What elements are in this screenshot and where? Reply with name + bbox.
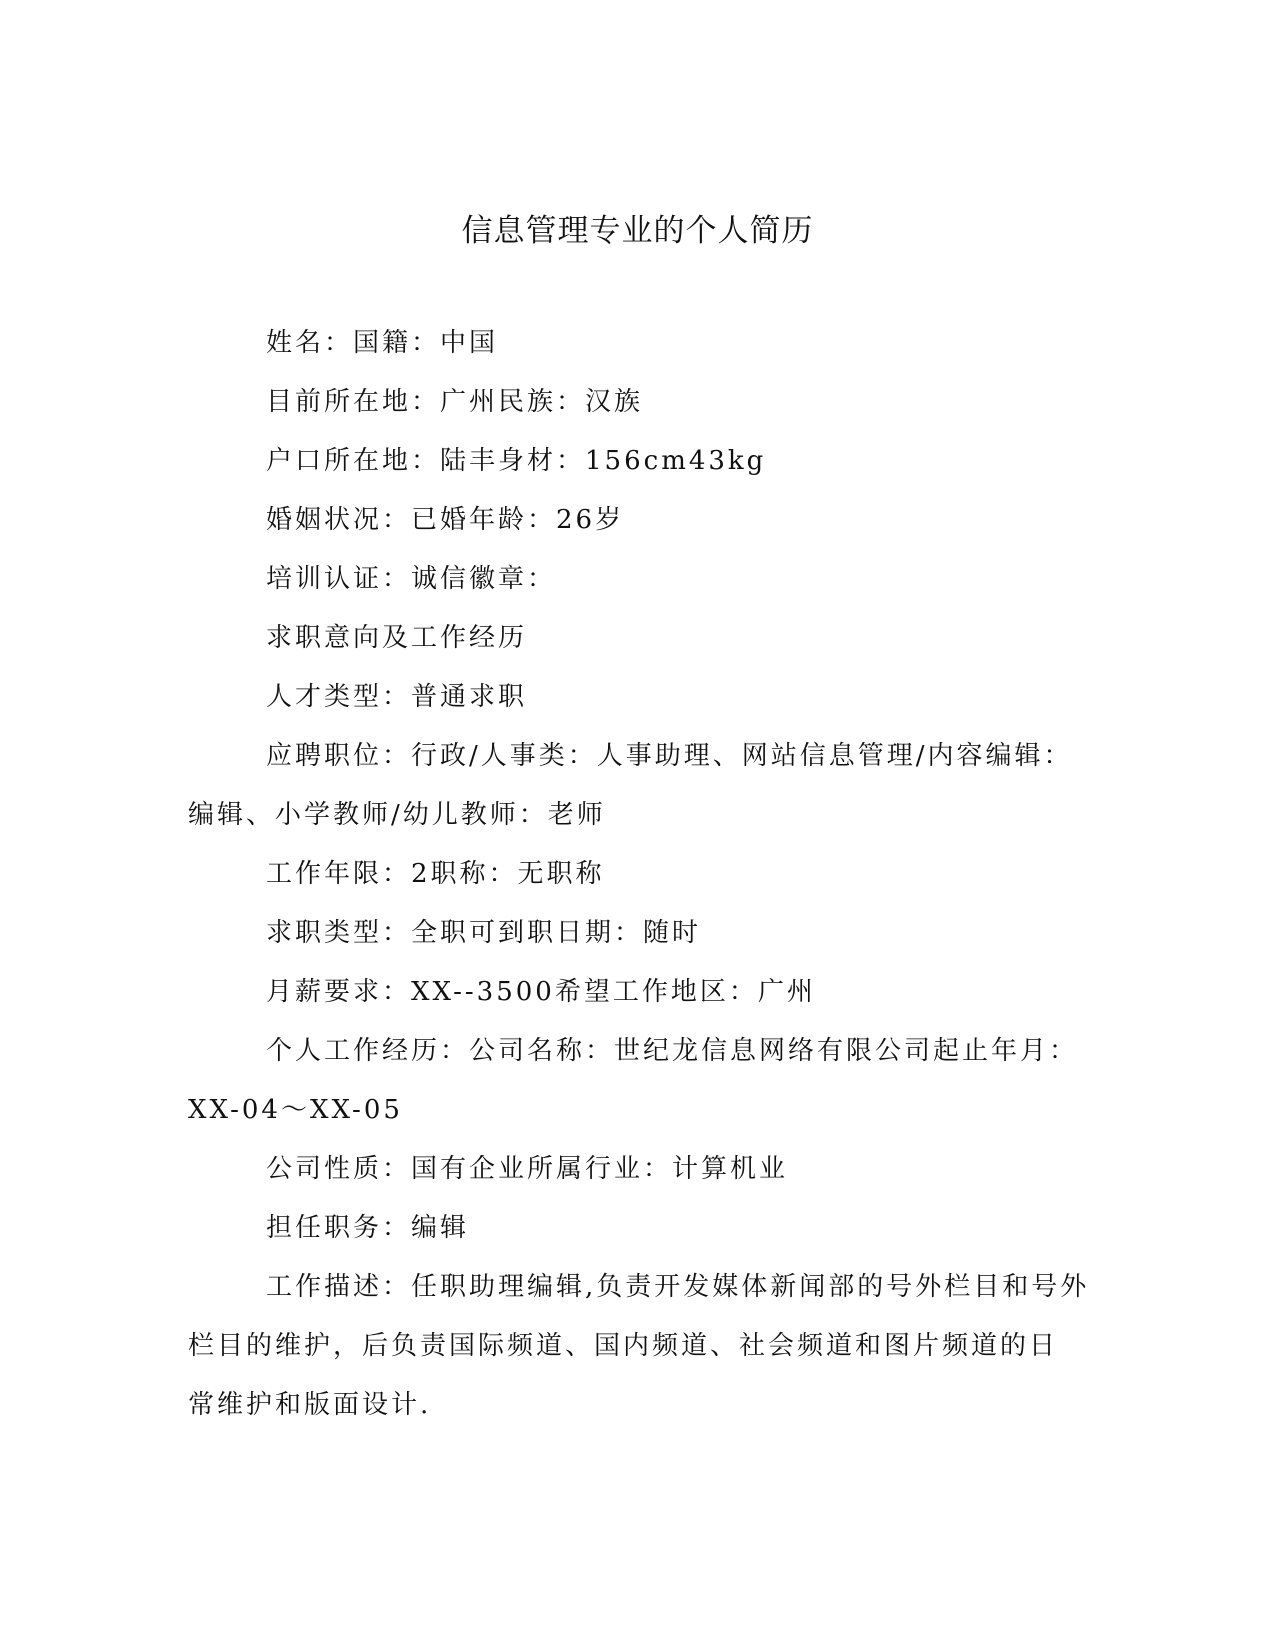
line-applied-position-cont: 编辑、小学教师/幼儿教师：老师 bbox=[188, 800, 606, 830]
line-work-period: XX-04～XX-05 bbox=[188, 1095, 403, 1125]
line-job-description: 工作描述：任职助理编辑,负责开发媒体新闻部的号外栏目和号外 bbox=[266, 1272, 1090, 1302]
document-body bbox=[188, 314, 1088, 1435]
document-title: 信息管理专业的个人简历 bbox=[461, 213, 814, 249]
line-job-description-cont-2: 常维护和版面设计. bbox=[188, 1390, 432, 1420]
line-job-description-cont-1: 栏目的维护，后负责国际频道、国内频道、社会频道和图片频道的日 bbox=[188, 1331, 1059, 1361]
line-marital-age: 婚姻状况：已婚年龄：26岁 bbox=[266, 505, 625, 535]
line-applied-position: 应聘职位：行政/人事类：人事助理、网站信息管理/内容编辑： bbox=[266, 741, 1073, 771]
line-salary-area: 月薪要求：XX--3500希望工作地区：广州 bbox=[266, 977, 816, 1007]
line-job-type-start: 求职类型：全职可到职日期：随时 bbox=[266, 918, 702, 948]
line-company-nature: 公司性质：国有企业所属行业：计算机业 bbox=[266, 1154, 789, 1184]
line-work-experience-company: 个人工作经历：公司名称：世纪龙信息网络有限公司起止年月： bbox=[266, 1036, 1079, 1066]
line-certification: 培训认证：诚信徽章： bbox=[266, 564, 557, 594]
line-hukou-body: 户口所在地：陆丰身材：156cm43kg bbox=[266, 446, 767, 476]
line-job-role: 担任职务：编辑 bbox=[266, 1213, 470, 1243]
line-talent-type: 人才类型：普通求职 bbox=[266, 682, 528, 712]
line-name-nationality: 姓名：国籍：中国 bbox=[266, 328, 499, 358]
section-heading-job-intent: 求职意向及工作经历 bbox=[266, 623, 528, 653]
line-work-years-title: 工作年限：2职称：无职称 bbox=[266, 859, 605, 889]
line-location-ethnicity: 目前所在地：广州民族：汉族 bbox=[266, 387, 644, 417]
